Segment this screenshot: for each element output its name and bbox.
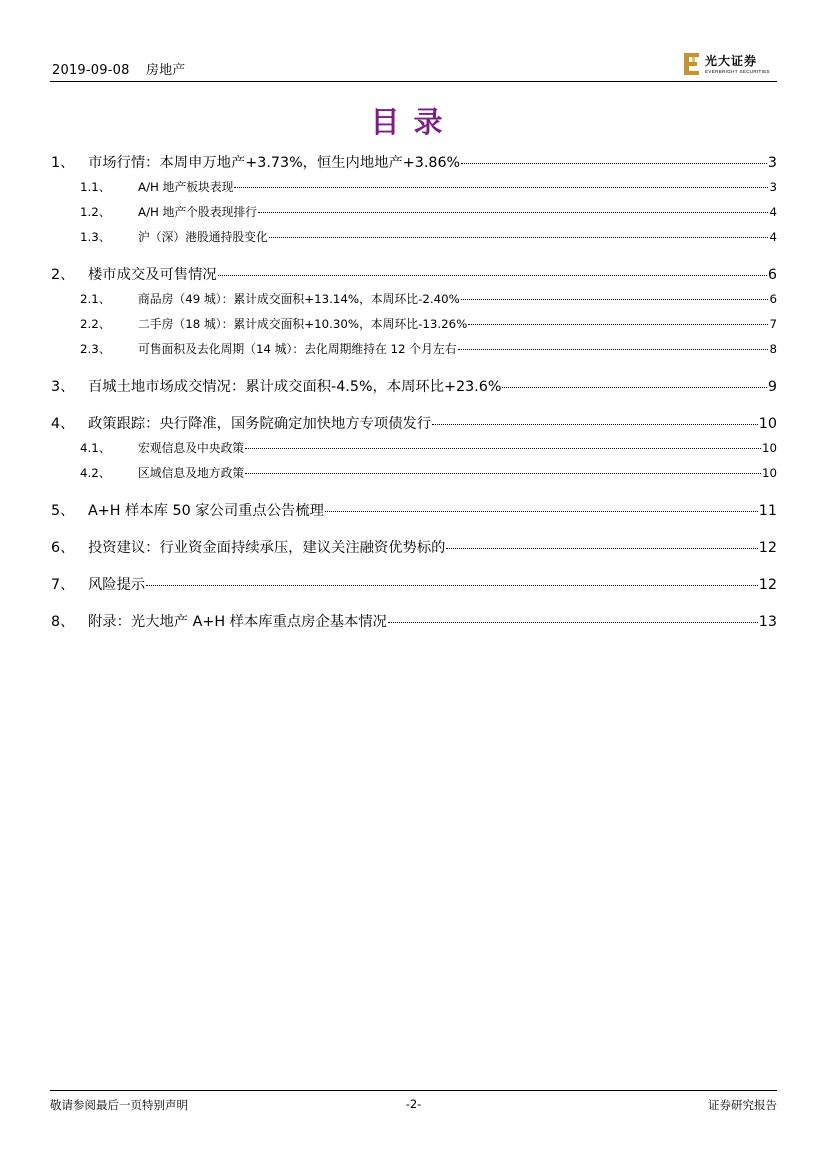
toc-entry-text: 二手房（18 城）：累计成交面积+10.30%，本周环比-13.26% — [138, 317, 468, 331]
toc-entry[interactable] — [50, 574, 777, 596]
toc-entry-text: 政策跟踪：央行降准，国务院确定加快地方专项债发行 — [88, 416, 432, 432]
toc-entry-leader — [258, 212, 768, 213]
toc-entry-leader — [218, 275, 767, 276]
toc-entry[interactable] — [50, 537, 777, 559]
toc-entry-page: 4 — [769, 230, 777, 244]
toc-entry-page: 12 — [758, 577, 777, 593]
toc-entry-number: 2.2、 — [80, 317, 111, 331]
toc-entry-number: 1.3、 — [80, 230, 111, 244]
toc-entry-text: 市场行情：本周申万地产+3.73%，恒生内地地产+3.86% — [88, 155, 461, 171]
toc-entry-leader — [234, 187, 768, 188]
toc-entry-page: 3 — [769, 180, 777, 194]
toc-entry-leader — [461, 299, 769, 300]
toc-entry-number: 6、 — [51, 540, 75, 556]
toc-entry-page: 11 — [758, 503, 777, 519]
toc-entry-leader — [446, 548, 757, 549]
toc-entry-text: 投资建议：行业资金面持续承压，建议关注融资优势标的 — [88, 540, 446, 556]
toc-entry-leader — [146, 585, 758, 586]
toc-entry-text: 附录：光大地产 A+H 样本库重点房企基本情况 — [88, 614, 387, 630]
toc-entry-page: 6 — [767, 267, 777, 283]
toc-entry-page: 4 — [769, 205, 777, 219]
everbright-logo — [683, 52, 775, 78]
toc-entry-number: 2.3、 — [80, 342, 111, 356]
report-category: 房地产 — [145, 63, 186, 78]
toc-entry-page: 12 — [758, 540, 777, 556]
footer-divider — [50, 1090, 777, 1091]
toc-entry-text: A+H 样本库 50 家公司重点公告梳理 — [88, 503, 324, 519]
toc-entry[interactable] — [50, 500, 777, 522]
toc-entry-number: 5、 — [51, 503, 75, 519]
logo-cn-text: 光大证券 — [705, 54, 758, 68]
toc-entry-text: 沪（深）港股通持股变化 — [138, 230, 268, 244]
everbright-logo-mark-icon — [683, 52, 701, 76]
toc-entry-page: 7 — [769, 317, 777, 331]
header-divider — [50, 81, 777, 82]
toc-entry-leader — [245, 448, 761, 449]
logo-en-text: EVERBRIGHT SECURITIES — [705, 69, 770, 74]
toc-entry[interactable] — [50, 203, 777, 221]
toc-entry-number: 7、 — [51, 577, 75, 593]
toc-entry-number: 4、 — [51, 416, 75, 432]
toc-entry[interactable] — [50, 340, 777, 358]
toc-entry[interactable] — [50, 290, 777, 308]
toc-entry[interactable] — [50, 228, 777, 246]
toc-entry-page: 9 — [767, 379, 777, 395]
toc-entry[interactable] — [50, 178, 777, 196]
toc-entry-page: 10 — [761, 441, 777, 455]
toc-entry-text: 可售面积及去化周期（14 城）：去化周期维持在 12 个月左右 — [138, 342, 457, 356]
toc-entry-page: 13 — [758, 614, 777, 630]
toc-entry-leader — [245, 473, 761, 474]
toc-entry-text: 百城土地市场成交情况：累计成交面积-4.5%，本周环比+23.6% — [88, 379, 502, 395]
footer-disclaimer: 敬请参阅最后一页特别声明 — [50, 1098, 188, 1112]
toc-entry[interactable] — [50, 376, 777, 398]
footer-report-type: 证券研究报告 — [708, 1098, 777, 1112]
toc-entry-text: 风险提示 — [88, 577, 146, 593]
toc-entry-text: 区域信息及地方政策 — [138, 466, 245, 480]
footer-page-number: -2- — [405, 1097, 422, 1111]
toc-entry-leader — [325, 511, 758, 512]
toc-entry-leader — [468, 324, 768, 325]
toc-title: 目录 — [370, 105, 457, 139]
toc-entry-leader — [502, 387, 766, 388]
toc-entry[interactable] — [50, 413, 777, 435]
toc-entry-number: 2、 — [51, 267, 75, 283]
toc-entry-page: 6 — [769, 292, 777, 306]
toc-entry[interactable] — [50, 611, 777, 633]
toc-entry-leader — [388, 622, 758, 623]
toc-entry-number: 4.2、 — [80, 466, 111, 480]
toc-entry[interactable] — [50, 464, 777, 482]
toc-entry[interactable] — [50, 264, 777, 286]
toc-entry-page: 8 — [769, 342, 777, 356]
toc-entry-number: 8、 — [51, 614, 75, 630]
toc-entry[interactable] — [50, 439, 777, 457]
toc-entry-number: 3、 — [51, 379, 75, 395]
toc-entry-page: 10 — [761, 466, 777, 480]
toc-entry-leader — [269, 237, 769, 238]
toc-entry[interactable] — [50, 152, 777, 174]
toc-entry-text: 楼市成交及可售情况 — [88, 267, 217, 283]
toc-entry-leader — [461, 163, 767, 164]
toc-entry-page: 10 — [758, 416, 777, 432]
toc-entry[interactable] — [50, 315, 777, 333]
toc-entry-text: A/H 地产个股表现排行 — [138, 205, 258, 219]
toc-entry-text: 宏观信息及中央政策 — [138, 441, 245, 455]
toc-entry-text: 商品房（49 城）：累计成交面积+13.14%，本周环比-2.40% — [138, 292, 460, 306]
toc-entry-number: 1.2、 — [80, 205, 111, 219]
toc-entry-number: 1、 — [51, 155, 75, 171]
page-header — [50, 50, 777, 82]
report-date: 2019-09-08 — [52, 63, 130, 78]
toc-entry-leader — [458, 349, 769, 350]
toc-entry-text: A/H 地产板块表现 — [138, 180, 234, 194]
toc-entry-leader — [432, 424, 758, 425]
page-footer — [50, 1090, 777, 1117]
toc-entry-page: 3 — [767, 155, 777, 171]
toc-entry-number: 1.1、 — [80, 180, 111, 194]
toc-entry-number: 2.1、 — [80, 292, 111, 306]
header-left — [52, 59, 186, 78]
toc-entry-number: 4.1、 — [80, 441, 111, 455]
